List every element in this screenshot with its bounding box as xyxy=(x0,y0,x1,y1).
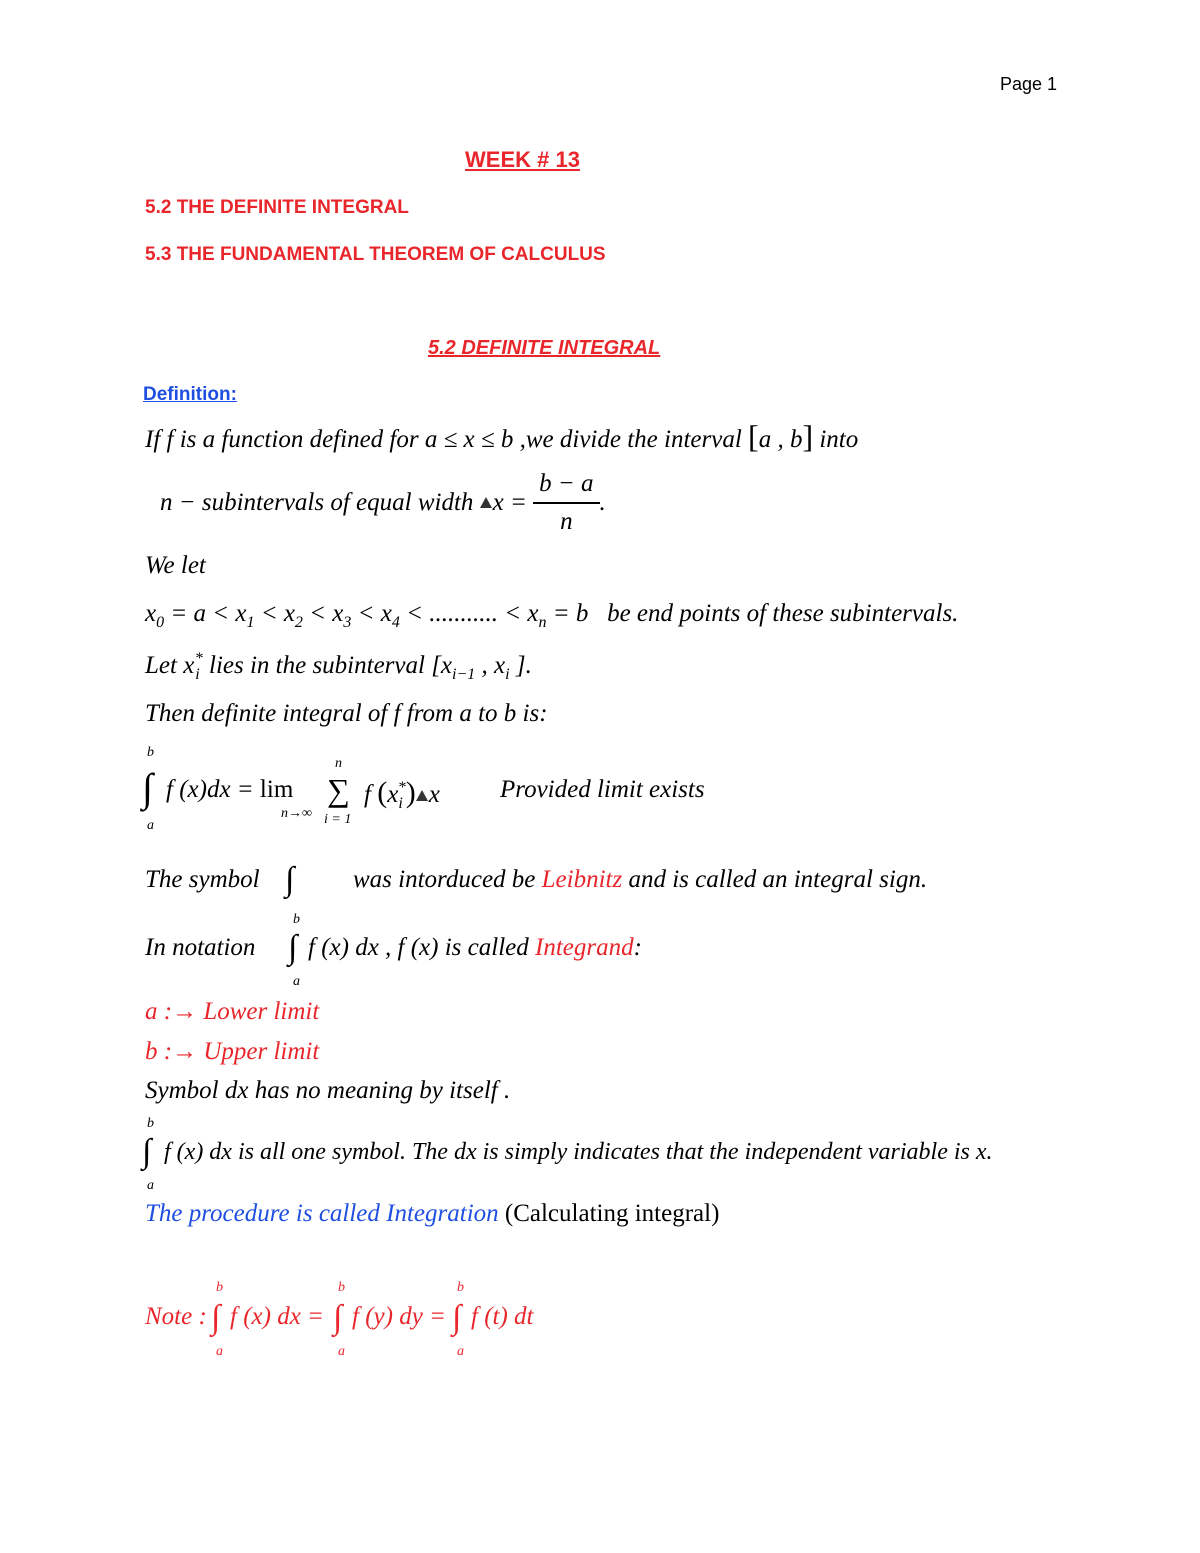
one-symbol-lower-a: a xyxy=(147,1178,154,1193)
lower-limit-line: a :→ Lower limit xyxy=(145,998,320,1025)
notation-upper-b: b xyxy=(293,912,300,927)
integral-sign: ∫ xyxy=(142,765,153,810)
section-5-2-heading: 5.2 THE DEFINITE INTEGRAL xyxy=(145,197,409,218)
dx-meaning-line: Symbol dx has no meaning by itself . xyxy=(145,1077,511,1104)
partition-line: $x_0 = a < x_1 < x_2 < x_3 < x_4$ < ........... < $x_n = b$ be end points of these subintervals. xyxy=(145,600,959,631)
notation-label: In notation xyxy=(145,934,256,961)
page-number: Page 1 xyxy=(1000,74,1058,94)
upper-limit-line: b :→ Upper limit xyxy=(145,1038,320,1065)
delta-icon xyxy=(480,497,492,508)
sigma-icon: ∑ xyxy=(327,772,350,808)
definition-label: Definition: xyxy=(143,384,237,405)
upper-limit-b: b xyxy=(147,745,154,760)
definition-line-2: n − subintervals of equal width x = $\frac{b - a}{n}$ . xyxy=(160,470,606,535)
week-title: WEEK # 13 xyxy=(465,147,580,172)
notation-expression: f (x) dx , f (x) is called Integrand: xyxy=(308,934,642,961)
provided-limit-exists: Provided limit exists xyxy=(500,776,705,803)
we-let-line: We let xyxy=(145,552,206,579)
note-label: Note : xyxy=(145,1303,207,1330)
integral-expression: f (x)dx = lim xyxy=(166,776,294,803)
procedure-line: The procedure is called Integration (Calculating integral) xyxy=(145,1200,720,1227)
limit-subscript: n→∞ xyxy=(281,806,312,821)
definite-integral-intro: Then definite integral of f from a to b is: xyxy=(145,700,548,727)
one-symbol-upper-b: b xyxy=(147,1116,154,1131)
symbol-line: The symbol xyxy=(145,866,260,893)
notation-integral: ∫ xyxy=(288,929,298,966)
one-symbol-integral: ∫ xyxy=(142,1133,152,1170)
sum-term: f $(x_i^*)$ x xyxy=(364,776,440,812)
one-symbol-line: f (x) dx is all one symbol. The dx is simply indicates that the independent variable is x. xyxy=(164,1139,993,1165)
width-fraction: $\frac{b - a}{n}$ xyxy=(533,470,599,536)
sum-lower: i = 1 xyxy=(324,812,352,827)
lower-limit-a: a xyxy=(147,818,154,833)
sum-upper: n xyxy=(335,756,342,771)
note-equation: b ∫ a f (x) dx = b ∫ a f (y) dy = b ∫ a f (t) dt xyxy=(211,1280,534,1359)
section-title: 5.2 DEFINITE INTEGRAL xyxy=(428,337,661,359)
definition-line-1: If f is a function defined for a ≤ x ≤ b ,we divide the interval [a , b] into xyxy=(145,418,859,454)
symbol-line-rest: was intorduced be Leibnitz and is called an integral sign. xyxy=(353,866,928,893)
notation-lower-a: a xyxy=(293,974,300,989)
section-5-3-heading: 5.3 THE FUNDAMENTAL THEOREM OF CALCULUS xyxy=(145,244,606,265)
integral-symbol-icon: ∫ xyxy=(285,861,295,898)
sample-point-line: Let $x_i^*$ lies in the subinterval [$x_{i-1}$ , $x_i$ ]. xyxy=(145,650,532,683)
